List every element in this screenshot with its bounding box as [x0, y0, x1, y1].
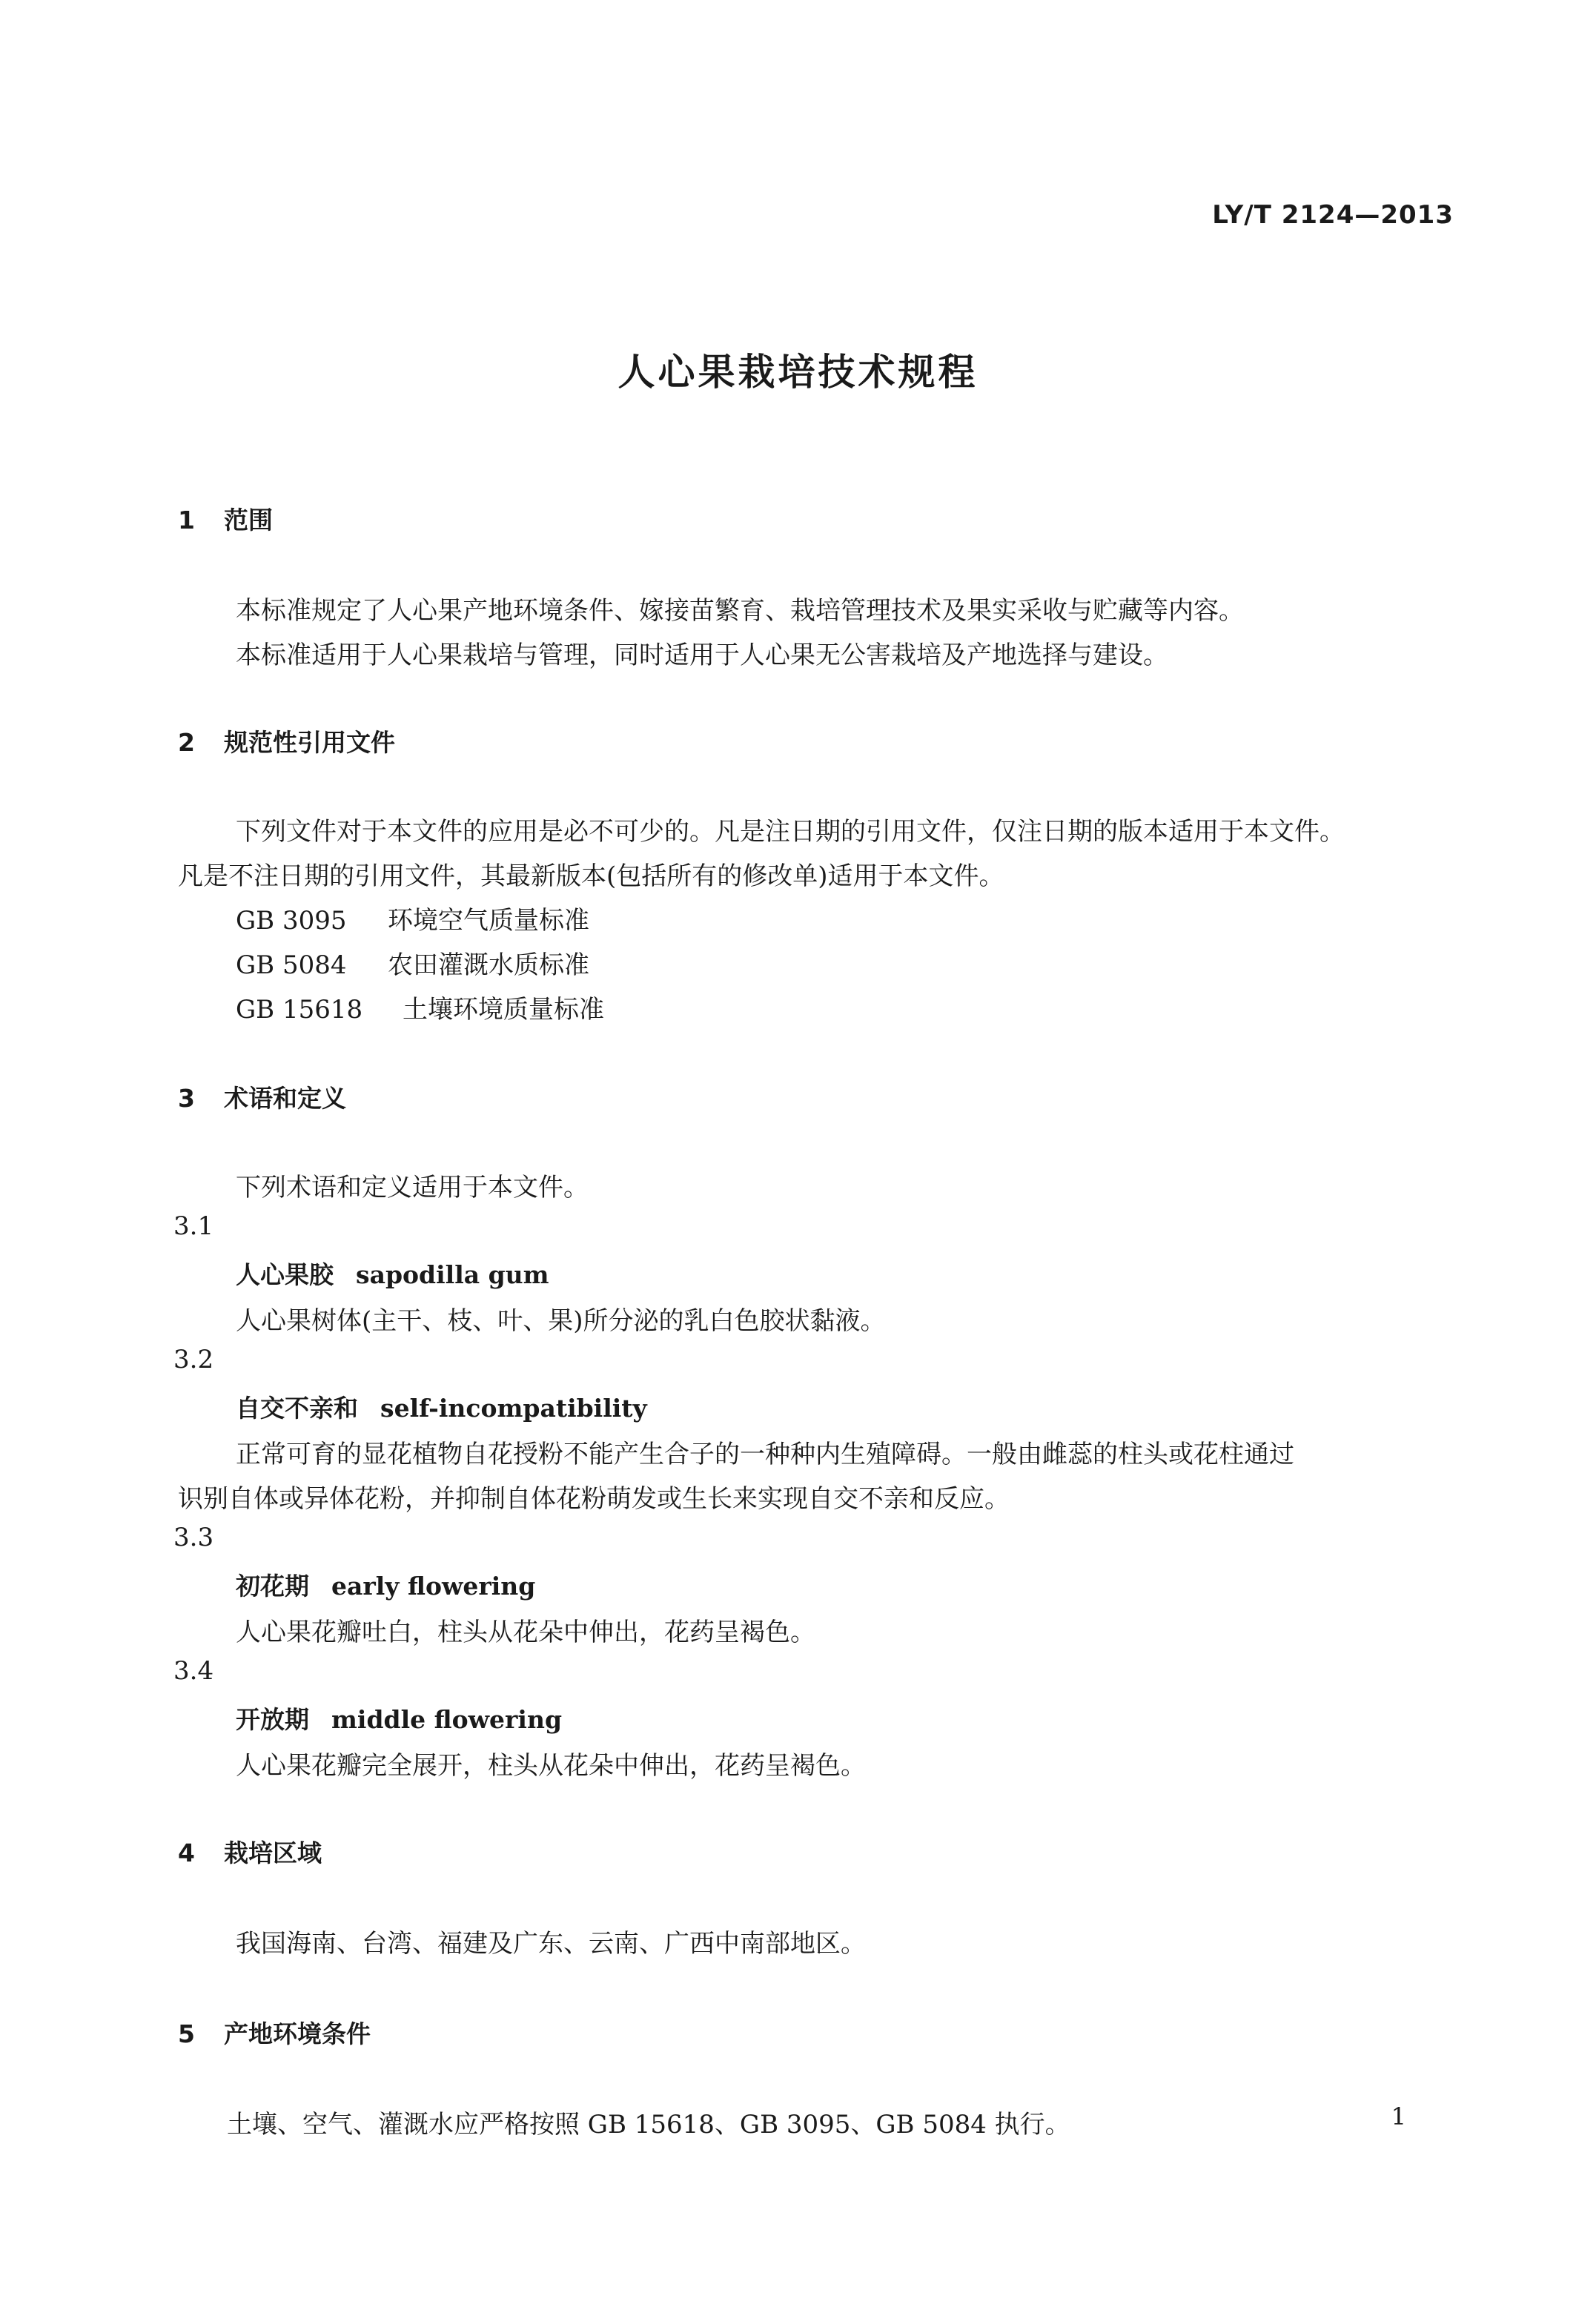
section-2-paragraph-line-1: 下列文件对于本文件的应用是必不可少的。凡是注日期的引用文件，仅注日期的版本适用于本文件。 — [236, 817, 1345, 847]
section-5-paragraph: 土壤、空气、灌溉水应严格按照 GB 15618、GB 3095、GB 5084 执行。 — [227, 2110, 1070, 2139]
section-number: 2 — [178, 728, 195, 757]
section-number: 4 — [178, 1839, 195, 1867]
term-chinese: 自交不亲和 — [236, 1394, 358, 1423]
term-definition: 正常可育的显花植物自花授粉不能产生合子的一种种内生殖障碍。一般由雌蕊的柱头或花柱通过 — [236, 1440, 1294, 1469]
section-number: 3 — [178, 1084, 195, 1113]
section-number: 1 — [178, 506, 195, 535]
clause-number: 3.2 — [173, 1345, 214, 1374]
term-english: sapodilla gum — [356, 1260, 549, 1289]
term-definition: 人心果花瓣完全展开，柱头从花朵中伸出，花药呈褐色。 — [236, 1751, 866, 1781]
term-chinese: 人心果胶 — [236, 1260, 334, 1289]
term-definition: 人心果树体(主干、枝、叶、果)所分泌的乳白色胶状黏液。 — [236, 1306, 886, 1336]
section-2-heading — [178, 724, 395, 758]
section-4-paragraph: 我国海南、台湾、福建及广东、云南、广西中南部地区。 — [236, 1929, 866, 1959]
reference-name: 农田灌溉水质标准 — [388, 950, 589, 980]
term-english: self-incompatibility — [380, 1394, 647, 1423]
reference-name: 土壤环境质量标准 — [403, 995, 604, 1025]
section-title: 范围 — [224, 506, 273, 535]
term-entry — [236, 1701, 562, 1735]
reference-item — [236, 944, 589, 981]
section-5-heading — [178, 2015, 371, 2050]
section-title: 产地环境条件 — [224, 2019, 371, 2048]
term-entry — [236, 1389, 647, 1424]
term-chinese: 开放期 — [236, 1705, 309, 1734]
clause-number: 3.1 — [173, 1211, 214, 1241]
term-definition: 人心果花瓣吐白，柱头从花朵中伸出，花药呈褐色。 — [236, 1618, 815, 1647]
term-english: early flowering — [331, 1572, 536, 1601]
reference-name: 环境空气质量标准 — [388, 906, 589, 936]
standard-code: LY/T 2124—2013 — [1212, 200, 1454, 230]
term-entry — [236, 1567, 535, 1602]
term-definition-continued: 识别自体或异体花粉，并抑制自体花粉萌发或生长来实现自交不亲和反应。 — [178, 1484, 1010, 1514]
clause-number: 3.3 — [173, 1523, 214, 1552]
reference-item — [236, 900, 589, 936]
section-1-paragraph-1: 本标准规定了人心果产地环境条件、嫁接苗繁育、栽培管理技术及果实采收与贮藏等内容。 — [236, 596, 1244, 626]
reference-code: GB 3095 — [236, 906, 347, 936]
section-title: 术语和定义 — [224, 1084, 346, 1113]
section-number: 5 — [178, 2019, 195, 2048]
section-1-paragraph-2: 本标准适用于人心果栽培与管理，同时适用于人心果无公害栽培及产地选择与建设。 — [236, 641, 1168, 670]
reference-item — [236, 989, 604, 1025]
term-english: middle flowering — [331, 1705, 563, 1734]
section-3-intro: 下列术语和定义适用于本文件。 — [236, 1173, 589, 1202]
page-number: 1 — [1391, 2102, 1406, 2131]
section-2-paragraph-line-2: 凡是不注日期的引用文件，其最新版本(包括所有的修改单)适用于本文件。 — [178, 861, 1004, 891]
term-entry — [236, 1256, 549, 1291]
term-chinese: 初花期 — [236, 1572, 309, 1601]
clause-number: 3.4 — [173, 1656, 214, 1686]
section-3-heading — [178, 1079, 346, 1114]
section-title: 栽培区域 — [224, 1839, 322, 1867]
section-title: 规范性引用文件 — [224, 728, 395, 757]
section-1-heading — [178, 501, 273, 536]
document-title: 人心果栽培技术规程 — [617, 351, 979, 394]
reference-code: GB 15618 — [236, 995, 363, 1025]
section-4-heading — [178, 1834, 322, 1869]
reference-code: GB 5084 — [236, 950, 347, 980]
